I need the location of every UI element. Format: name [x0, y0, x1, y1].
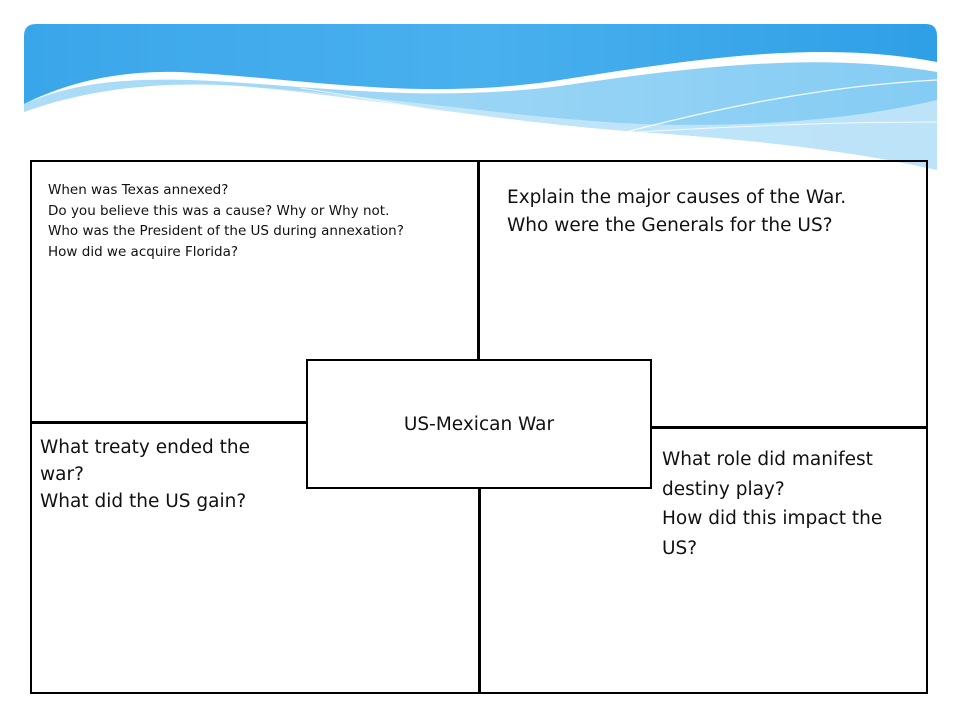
- question-line: Explain the major causes of the War.: [507, 187, 847, 208]
- question-line: When was Texas annexed?: [48, 182, 229, 198]
- divider-vertical-top: [477, 161, 480, 361]
- top-right-questions: [507, 184, 907, 240]
- question-line: destiny play?: [662, 478, 785, 500]
- center-topic-label: US-Mexican War: [403, 413, 555, 435]
- question-line: How did this impact the: [662, 508, 883, 529]
- divider-horizontal-left: [31, 421, 307, 424]
- divider-vertical-bottom: [478, 488, 481, 694]
- question-line: What did the US gain?: [40, 491, 247, 512]
- question-line: Do you believe this was a cause? Why or Why not.: [48, 202, 390, 219]
- question-line: What treaty ended the: [40, 437, 250, 458]
- question-line: US?: [662, 537, 698, 559]
- divider-horizontal-right: [651, 426, 928, 429]
- top-left-questions: [48, 180, 404, 262]
- question-line: What role did manifest: [662, 449, 873, 470]
- bottom-left-questions: [40, 434, 290, 515]
- question-line: Who was the President of the US during annexation?: [48, 223, 404, 239]
- bottom-right-questions: [662, 445, 912, 563]
- question-line: Who were the Generals for the US?: [507, 215, 833, 236]
- question-line: How did we acquire Florida?: [48, 243, 239, 260]
- question-line: war?: [40, 464, 84, 485]
- center-topic-box: [306, 359, 652, 489]
- header-wave-banner: [0, 0, 960, 170]
